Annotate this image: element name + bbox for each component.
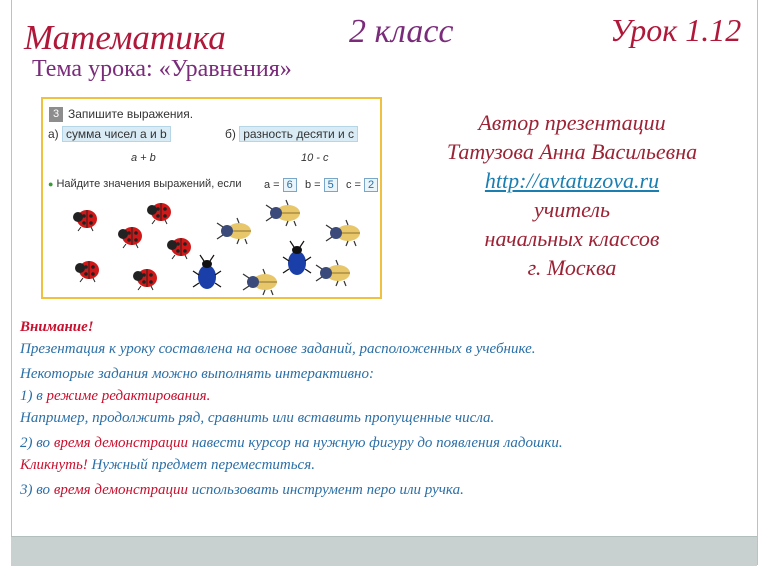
ladybug-figure[interactable] [73, 210, 97, 231]
note-paragraph-3 [20, 385, 750, 407]
author-name: Татузова Анна Васильевна [446, 139, 698, 164]
author-role-detail: начальных классов [484, 226, 660, 251]
note-7-highlight: время демонстрации [53, 482, 188, 498]
variable-b-name: b = [305, 179, 321, 191]
note-paragraph-7 [20, 479, 750, 501]
note-3-highlight: режиме редактирования. [46, 388, 211, 404]
beetle-figure[interactable] [217, 218, 251, 244]
note-7-text: использовать инструмент перо или ручка. [187, 482, 464, 498]
note-5-prefix: 2) во [20, 435, 54, 451]
note-6-text: Нужный предмет переместиться. [87, 457, 315, 473]
ladybug-figure[interactable] [133, 269, 157, 290]
beetle-figure[interactable] [243, 269, 277, 295]
task-part-b-label: б) [225, 127, 236, 141]
author-caption: Автор презентации [478, 110, 666, 135]
bullet-icon: ● [48, 179, 54, 189]
subject-title: Математика [24, 18, 226, 57]
note-5-text: навести курсор на нужную фигуру до появления ладошки. [187, 435, 563, 451]
task-image [41, 97, 382, 299]
blue-beetle-figure[interactable] [193, 255, 221, 289]
task-part-a-text: сумма чисел а и b [62, 126, 171, 142]
task-title: Запишите выражения. [68, 107, 194, 121]
note-paragraph-6 [20, 454, 750, 476]
author-website-link[interactable]: http://avtatuzova.ru [484, 168, 660, 193]
beetle-figure[interactable] [316, 260, 350, 286]
author-city: г. Москва [527, 255, 617, 280]
variable-c-name: с = [346, 179, 361, 191]
grade-label: 2 класс [349, 13, 454, 50]
topic-title: Тема урока: «Уравнения» [32, 56, 292, 82]
attention-heading: Внимание! [20, 319, 94, 335]
note-7-prefix: 3) во [20, 482, 54, 498]
note-3-prefix: 1) в [20, 388, 47, 404]
expression-a[interactable]: а + b [131, 152, 156, 164]
note-paragraph-4: Например, продолжить ряд, сравнить или вставить пропущенные числа. [20, 410, 495, 426]
variable-b-value[interactable]: 5 [324, 178, 338, 192]
note-paragraph-1: Презентация к уроку составлена на основе заданий, расположенных в учебнике. [20, 341, 536, 357]
find-values-label: Найдите значения выражений, если [56, 178, 242, 190]
note-paragraph-5 [20, 432, 750, 454]
variable-a-name: а = [264, 179, 280, 191]
author-block [412, 108, 732, 282]
beetle-figure[interactable] [326, 220, 360, 246]
lesson-label: Урок 1.12 [610, 12, 742, 48]
task-number: 3 [49, 107, 63, 122]
ladybug-figure[interactable] [118, 227, 142, 248]
notes-block [20, 316, 750, 501]
blue-beetle-figure[interactable] [283, 241, 311, 275]
beetle-figure[interactable] [266, 200, 300, 226]
ladybug-figure[interactable] [167, 238, 191, 259]
bugs-illustration [43, 99, 380, 297]
variable-a-value[interactable]: 6 [283, 178, 297, 192]
expression-b[interactable]: 10 - с [301, 152, 329, 164]
note-paragraph-2: Некоторые задания можно выполнять интерактивно: [20, 366, 374, 382]
ladybug-figure[interactable] [147, 203, 171, 224]
note-6-highlight: Кликнуть! [20, 457, 88, 473]
task-part-b-text: разность десяти и с [239, 126, 358, 142]
note-5-highlight: время демонстрации [53, 435, 188, 451]
ladybug-figure[interactable] [75, 261, 99, 282]
variable-c-value[interactable]: 2 [364, 178, 378, 192]
footer-bar [11, 536, 757, 566]
task-part-a-label: а) [48, 127, 59, 141]
author-role: учитель [534, 197, 610, 222]
